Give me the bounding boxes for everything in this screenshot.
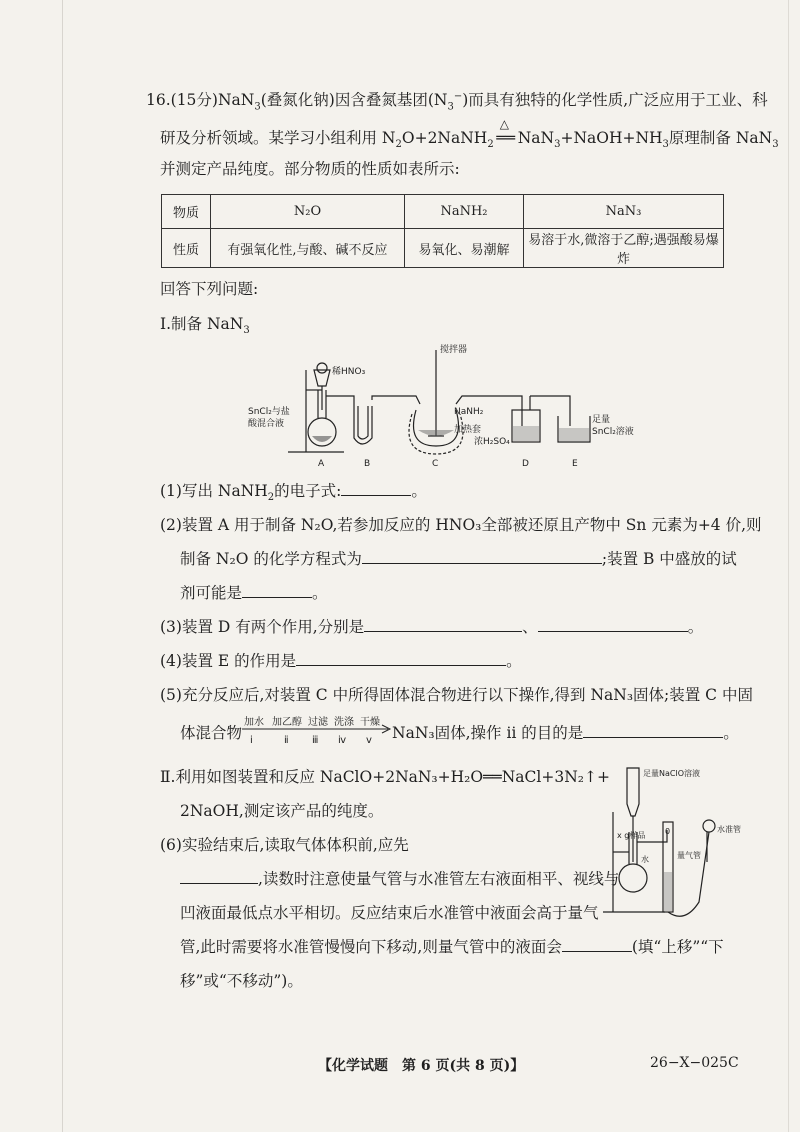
answer-blank[interactable] [296, 651, 506, 666]
question-5-line-2: 体混合物 加水 加乙醇 过滤 洗涤 干燥 ⅰ ⅱ ⅲ ⅳ ⅴ NaN₃固体,操作 ⅱ 的目的是 。 [180, 722, 739, 745]
label-A: A [318, 459, 325, 469]
question-6-line-1: (6)实验结束后,读取气体体积前,应先 [160, 836, 409, 854]
step-op: 干燥 [360, 717, 381, 728]
step-op: 洗涤 [334, 717, 355, 728]
answer-blank[interactable] [583, 723, 723, 738]
step-op: 加乙醇 [272, 717, 303, 728]
table-cell: 易氧化、易潮解 [405, 229, 524, 268]
label-dilute-hno3: 稀HNO₃ [332, 367, 366, 377]
operation-flow [242, 717, 392, 746]
step-num: ⅲ [312, 735, 319, 746]
label-level-tube: 水准管 [717, 825, 741, 834]
answer-blank[interactable] [538, 617, 688, 632]
answer-blank[interactable] [341, 481, 411, 496]
question-2-line-3: 剂可能是 。 [180, 584, 328, 602]
label-E: E [572, 459, 578, 469]
answer-prompt: 回答下列问题: [160, 280, 259, 298]
table-cell: NaN₃ [524, 195, 724, 229]
step-num: ⅰ [250, 735, 253, 746]
step-op: 加水 [244, 717, 265, 728]
question-6-line-2: ,读数时注意使量气管与水准管左右液面相平、视线与 [180, 868, 619, 890]
question-6-line-5: 移”或“不移动”)。 [180, 972, 303, 990]
label-conc-h2so4: 浓H₂SO₄ [474, 437, 510, 447]
operation-arrows [242, 715, 392, 749]
page-fold-line [62, 0, 63, 1132]
label-water: 水 [641, 855, 649, 864]
answer-blank[interactable] [562, 937, 632, 952]
gas-measurement-apparatus [595, 762, 745, 922]
part-1-title: Ⅰ.制备 NaN$_3$ [160, 315, 250, 337]
step-op: 过滤 [308, 717, 329, 728]
properties-table [161, 194, 724, 268]
label-heating-mantle: 加热套 [454, 425, 482, 435]
table-cell: 性质 [162, 229, 211, 268]
answer-blank[interactable] [242, 583, 312, 598]
part-2-line-1: Ⅱ.利用如图装置和反应 NaClO+2NaN₃+H₂O══NaCl+3N₂↑+ [160, 768, 610, 786]
label-C: C [432, 459, 439, 469]
step-num: ⅴ [366, 735, 372, 746]
table-cell: 易溶于水,微溶于乙醇;遇强酸易爆炸 [524, 229, 724, 268]
label-zero: 0 [665, 827, 671, 836]
table-cell: 有强氧化性,与酸、碱不反应 [211, 229, 405, 268]
step-num: ⅳ [338, 735, 347, 746]
question-2-line-1: (2)装置 A 用于制备 N₂O,若参加反应的 HNO₃全部被还原且产物中 Sn 元素为+4 价,则 [160, 516, 762, 534]
label-naclo: 足量NaClO溶液 [643, 769, 700, 778]
q16-line-2: 研及分析领域。某学习小组利用 $N_2O+2NaNH_2$ △ ══ $NaN_3+NaOH+NH_3$原理制备 NaN$_3$ [160, 117, 779, 151]
label-sample: x g样品 [617, 831, 646, 840]
label-sncl2-line2: 酸混合液 [248, 419, 285, 429]
table-cell: N₂O [211, 195, 405, 229]
answer-blank[interactable] [180, 869, 258, 884]
label-e-line1: 足量 [592, 415, 611, 425]
label-stirrer: 搅拌器 [440, 345, 468, 355]
heat-equals-sign: △ ══ [496, 117, 516, 147]
question-5-line-1: (5)充分反应后,对装置 C 中所得固体混合物进行以下操作,得到 NaN₃固体;装置 C 中固 [160, 686, 753, 704]
label-B: B [364, 459, 371, 469]
table-cell: NaNH₂ [405, 195, 524, 229]
question-6-line-4: 管,此时需要将水准管慢慢向下移动,则量气管中的液面会 (填“上移”“下 [180, 938, 724, 956]
page-footer-center: 【化学试题 第 6 页(共 8 页)】 [318, 1058, 525, 1074]
table-row [162, 229, 724, 268]
question-2-line-2: 制备 N₂O 的化学方程式为 ;装置 B 中盛放的试 [180, 550, 737, 568]
table-cell: 物质 [162, 195, 211, 229]
part-2-line-2: 2NaOH,测定该产品的纯度。 [180, 802, 384, 820]
q16-line-3: 并测定产品纯度。部分物质的性质如表所示: [160, 160, 460, 178]
label-nanh2: NaNH₂ [454, 407, 484, 417]
preparation-apparatus-diagram [240, 340, 634, 470]
question-4: (4)装置 E 的作用是 。 [160, 652, 522, 670]
q16-line-1: 16.(15分)NaN$_3$(叠氮化钠)因含叠氮基团$(N_3^-)$而具有独特的化学性质,广泛应用于工业、科 [146, 91, 768, 113]
paper-code: 26−X−025C [650, 1055, 739, 1071]
label-gas-tube: 量气管 [677, 851, 701, 860]
step-num: ⅱ [284, 735, 289, 746]
page-edge-line [788, 0, 789, 1132]
label-sncl2-line1: SnCl₂与盐 [248, 407, 290, 417]
question-3: (3)装置 D 有两个作用,分别是 、 。 [160, 618, 704, 636]
label-D: D [522, 459, 529, 469]
table-row [162, 195, 724, 229]
answer-blank[interactable] [364, 617, 522, 632]
question-6-line-3: 凹液面最低点水平相切。反应结束后水准管中液面会高于量气 [180, 904, 599, 922]
label-e-line2: SnCl₂溶液 [592, 427, 634, 437]
question-1: (1)写出 NaNH$_2$的电子式: 。 [160, 482, 427, 504]
answer-blank[interactable] [362, 549, 602, 564]
